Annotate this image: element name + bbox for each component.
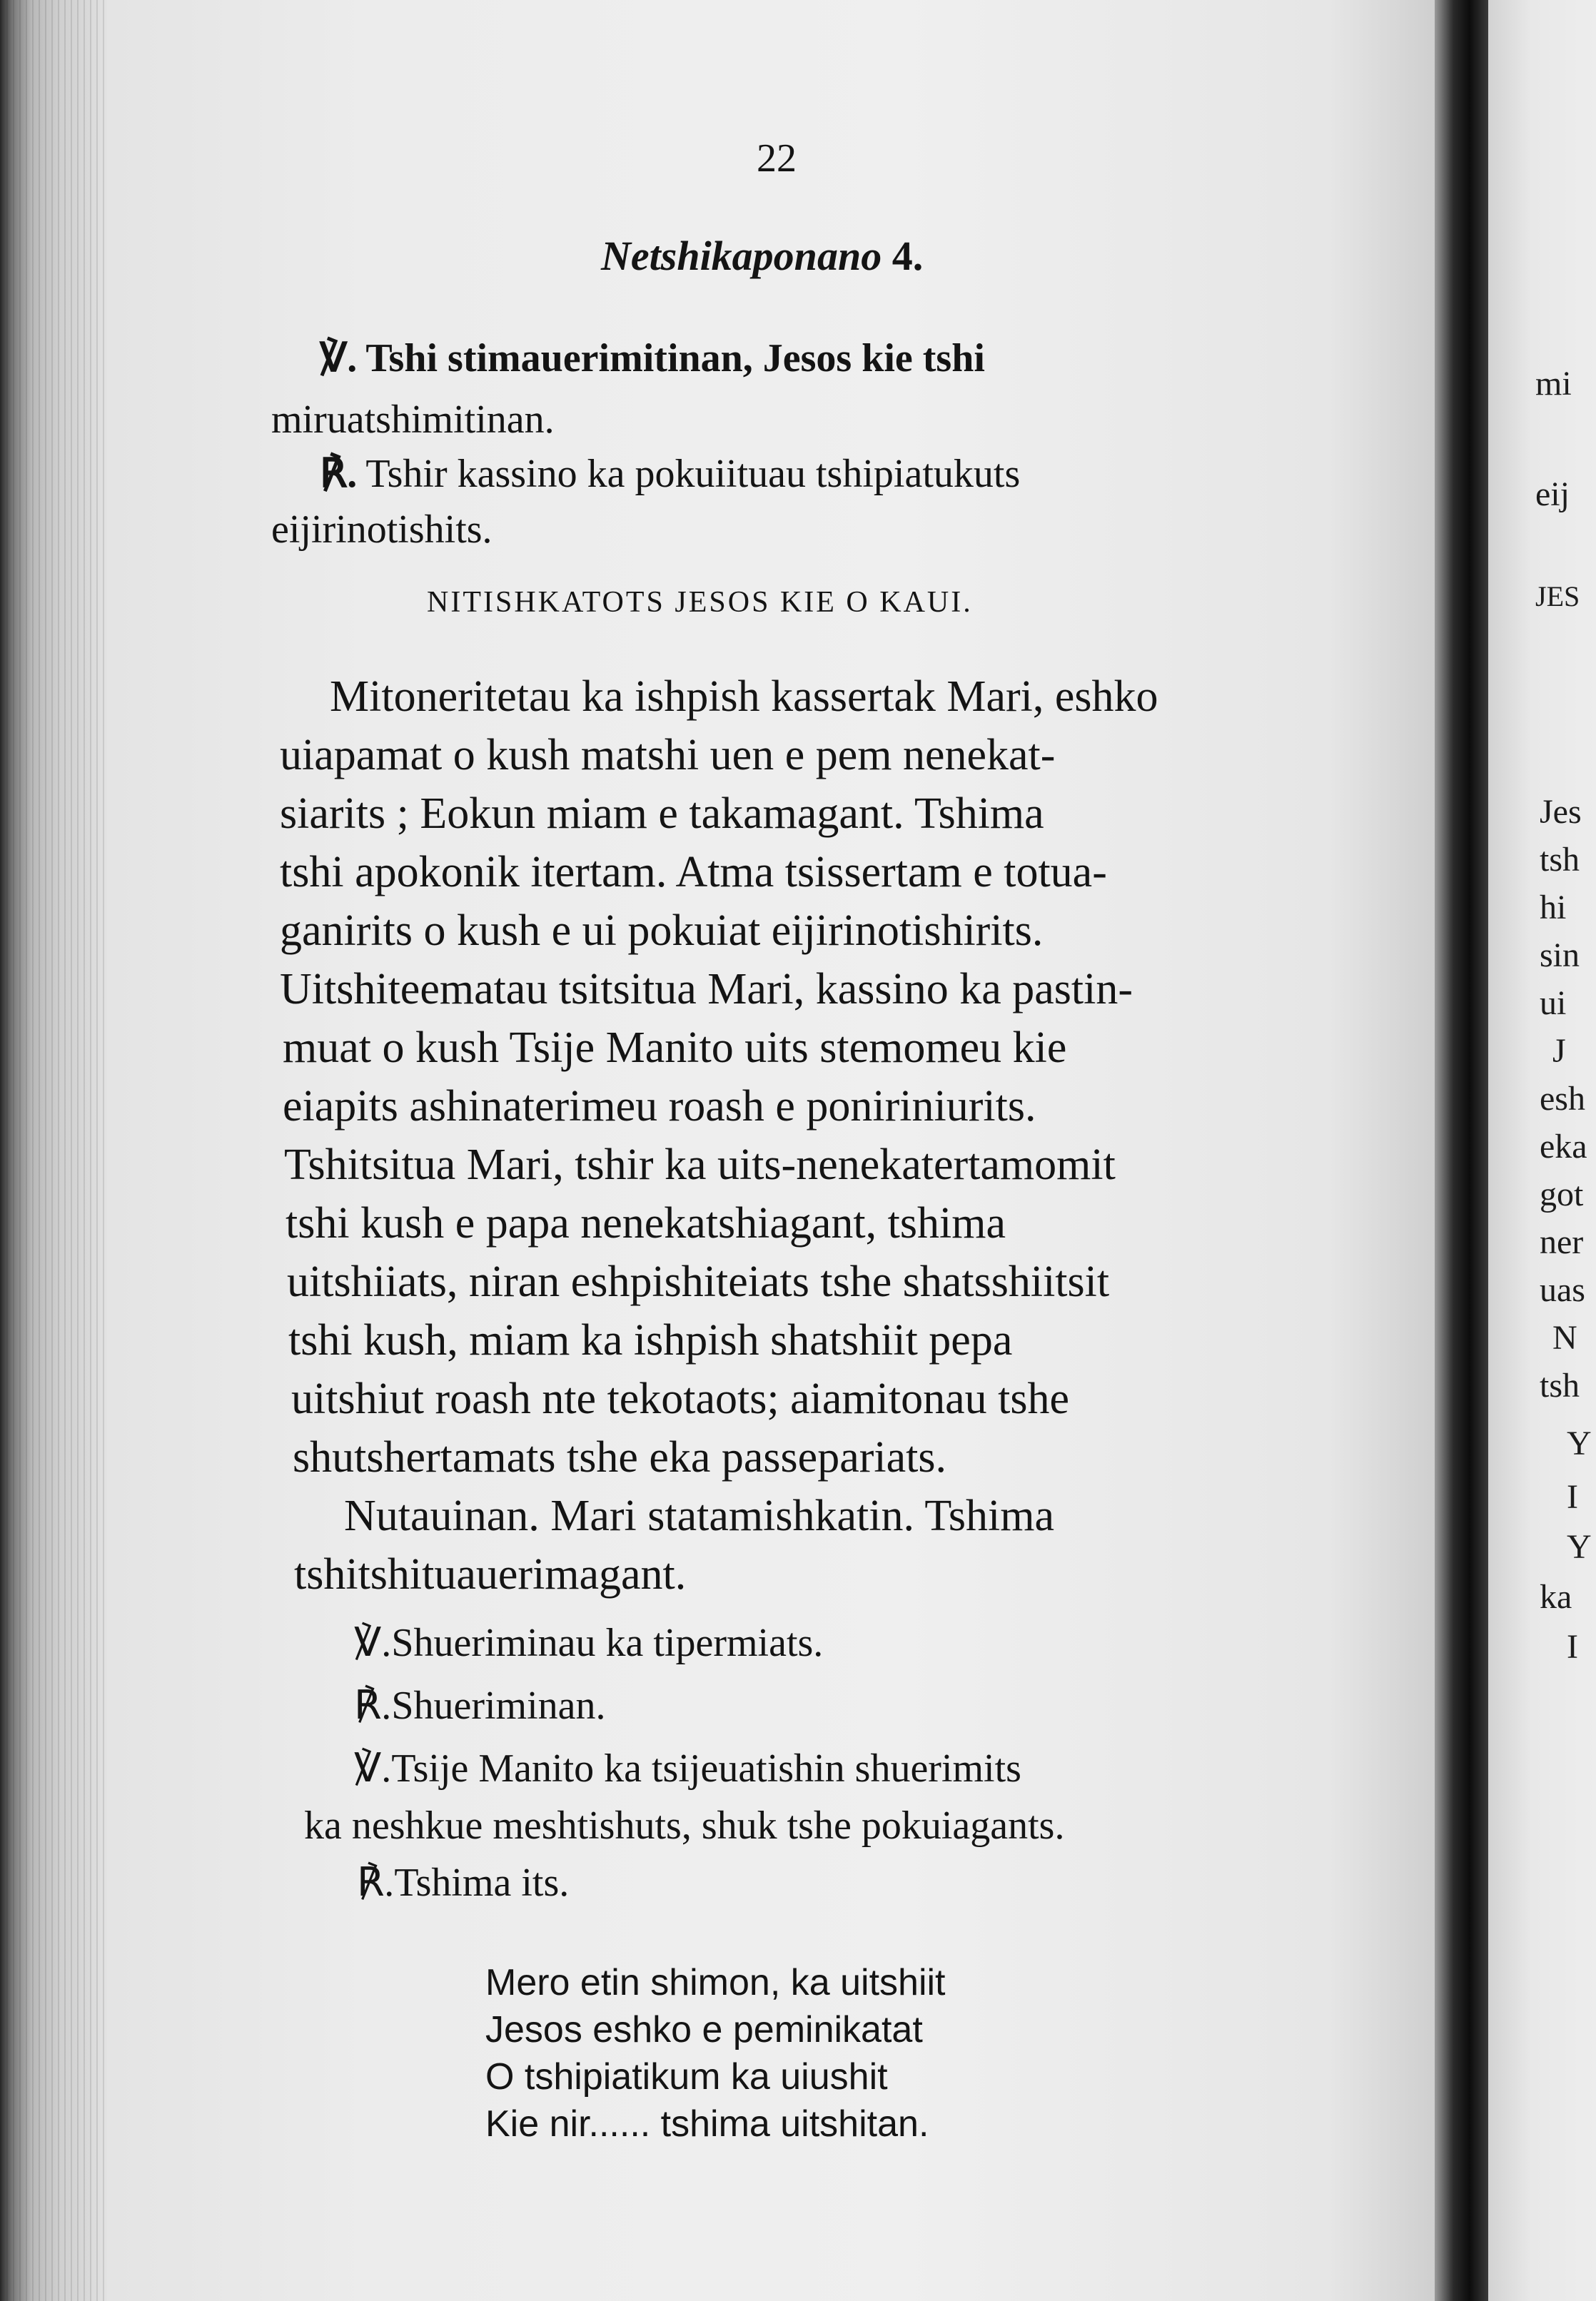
paragraph-line: shutshertamats tshe eka passepariats. bbox=[293, 1433, 946, 1482]
paragraph-line: uitshiiats, niran eshpishiteiats tshe shatsshiitsit bbox=[287, 1258, 1110, 1306]
next-page-fragment: ka bbox=[1540, 1578, 1572, 1616]
closing-line: tshitshituauerimagant. bbox=[294, 1550, 687, 1599]
verse-line: Jesos eshko e peminikatat bbox=[485, 2009, 923, 2050]
next-page-fragment: JES bbox=[1535, 580, 1580, 612]
book-gutter bbox=[1435, 0, 1488, 2301]
closing-line: Nutauinan. Mari statamishkatin. Tshima bbox=[344, 1492, 1054, 1540]
paragraph-line: Mitoneritetau ka ishpish kassertak Mari, eshko bbox=[330, 672, 1158, 721]
paragraph-line: muat o kush Tsije Manito uits stemomeu kie bbox=[283, 1023, 1067, 1072]
section-heading bbox=[601, 232, 923, 280]
next-page-fragment: I bbox=[1567, 1628, 1578, 1666]
verse-line: Kie nir...... tshima uitshitan. bbox=[485, 2103, 929, 2145]
response-line: ℟.Shueriminan. bbox=[354, 1684, 606, 1728]
next-page-fragment: hi bbox=[1540, 889, 1567, 926]
next-page-fragment: Jes bbox=[1540, 793, 1582, 831]
response-line: eijirinotishits. bbox=[271, 507, 493, 552]
paragraph-line: eiapits ashinaterimeu roash e poniriniurits. bbox=[283, 1082, 1036, 1131]
paragraph-line: siarits ; Eokun miam e takamagant. Tshima bbox=[280, 789, 1044, 838]
next-page-fragment: ui bbox=[1540, 984, 1567, 1022]
response-sign: ℟. bbox=[357, 1861, 395, 1905]
book-edge bbox=[0, 0, 107, 2301]
next-page-fragment: Y bbox=[1567, 1528, 1592, 1566]
next-page-fragment: eka bbox=[1540, 1128, 1587, 1165]
next-page-fragment: N bbox=[1552, 1319, 1577, 1357]
versicle-line: ℣.Tsije Manito ka tsijeuatishin shuerimits bbox=[354, 1746, 1021, 1791]
next-page-fragment: sin bbox=[1540, 936, 1580, 974]
versicle-line: ka neshkue meshtishuts, shuk tshe pokuiagants. bbox=[304, 1804, 1065, 1848]
next-page-edge bbox=[1488, 0, 1596, 2301]
next-page-fragment: I bbox=[1567, 1478, 1578, 1516]
next-page-fragment: esh bbox=[1540, 1080, 1585, 1118]
paragraph-line: uiapamat o kush matshi uen e pem nenekat- bbox=[280, 731, 1056, 779]
paragraph-line: Tshitsitua Mari, tshir ka uits-nenekatertamomit bbox=[284, 1141, 1116, 1189]
paragraph-line: tshi apokonik itertam. Atma tsissertam e totua- bbox=[280, 848, 1107, 896]
response-sign: ℟. bbox=[354, 1684, 392, 1728]
page-number: 22 bbox=[757, 136, 797, 181]
versicle-sign: ℣. bbox=[320, 336, 358, 380]
paragraph-line: tshi kush, miam ka ishpish shatshiit pepa bbox=[288, 1316, 1013, 1365]
next-page-fragment: mi bbox=[1535, 365, 1572, 403]
next-page-fragment: eij bbox=[1535, 475, 1570, 513]
versicle-line: ℣. Tshi stimauerimitinan, Jesos kie tshi bbox=[320, 336, 985, 380]
paragraph-line: Uitshiteematau tsitsitua Mari, kassino ka pastin- bbox=[280, 965, 1133, 1013]
next-page-fragment: tsh bbox=[1540, 1367, 1580, 1405]
next-page-fragment: got bbox=[1540, 1175, 1584, 1213]
next-page-fragment: tsh bbox=[1540, 841, 1580, 879]
next-page-fragment: uas bbox=[1540, 1271, 1585, 1309]
paragraph-line: ganirits o kush e ui pokuiat eijirinotishirits. bbox=[280, 906, 1044, 955]
response-line: ℟.Tshima its. bbox=[357, 1861, 570, 1905]
response-sign: ℟. bbox=[320, 452, 358, 496]
verse-line: Mero etin shimon, ka uitshiit bbox=[485, 1962, 946, 2003]
paragraph-line: uitshiut roash nte tekotaots; aiamitonau tshe bbox=[291, 1375, 1069, 1423]
next-page-fragment: Y bbox=[1567, 1425, 1592, 1462]
verse-line: O tshipiatikum ka uiushit bbox=[485, 2056, 888, 2098]
heading-title: Netshikaponano bbox=[601, 233, 882, 279]
heading-number: 4. bbox=[892, 233, 924, 279]
versicle-line: miruatshimitinan. bbox=[271, 398, 555, 442]
versicle-sign: ℣. bbox=[354, 1621, 392, 1665]
versicle-line: ℣.Shueriminau ka tipermiats. bbox=[354, 1621, 824, 1665]
next-page-fragment: J bbox=[1552, 1032, 1566, 1070]
section-caption: NITISHKATOTS JESOS KIE O KAUI. bbox=[427, 586, 973, 619]
paragraph-line: tshi kush e papa nenekatshiagant, tshima bbox=[286, 1199, 1006, 1248]
response-line: ℟. Tshir kassino ka pokuiituau tshipiatukuts bbox=[320, 452, 1021, 496]
next-page-fragment: ner bbox=[1540, 1223, 1584, 1261]
versicle-sign: ℣. bbox=[354, 1746, 392, 1791]
